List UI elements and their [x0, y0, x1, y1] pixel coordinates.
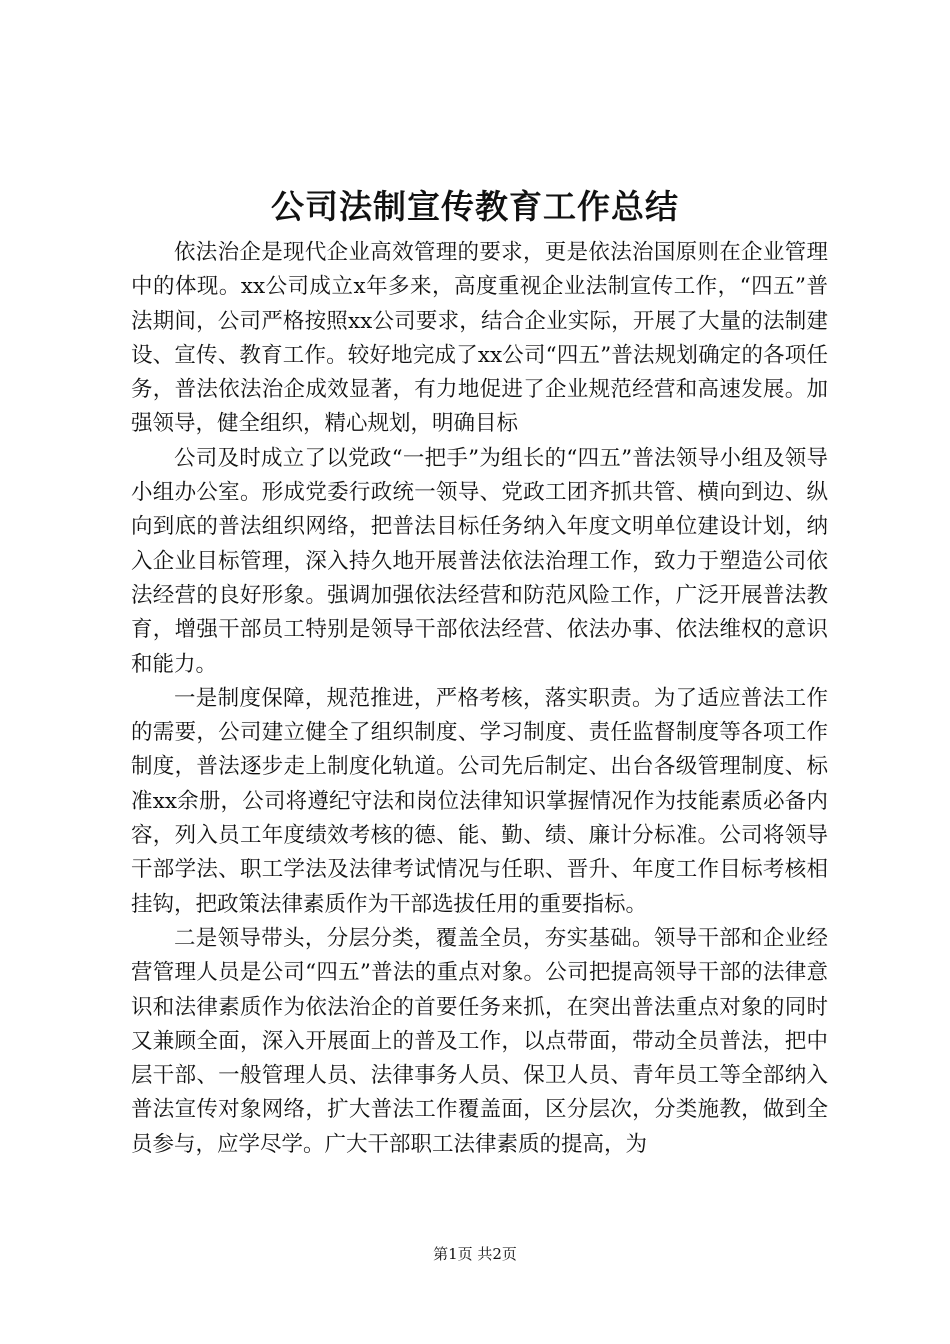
paragraph-3: 一是制度保障，规范推进，严格考核，落实职责。为了适应普法工作的需要，公司建立健全了组织制度、学习制度、责任监督制度等各项工作制度，普法逐步走上制度化轨道。公司先后制定、出台各级管理制度、标准xx余册，公司将遵纪守法和岗位法律知识掌握情况作为技能素质必备内容，列入员工年度绩效考核的德、能、勤、绩、廉计分标准。公司将领导干部学法、职工学法及法律考试情况与任职、晋升、年度工作目标考核相挂钩，把政策法律素质作为干部选拔任用的重要指标。: [131, 685, 828, 917]
paragraph-4: 二是领导带头，分层分类，覆盖全员，夯实基础。领导干部和企业经营管理人员是公司“四五”普法的重点对象。公司把提高领导干部的法律意识和法律素质作为依法治企的首要任务来抓，在突出普法重点对象的同时又兼顾全面，深入开展面上的普及工作，以点带面，带动全员普法，把中层干部、一般管理人员、法律事务人员、保卫人员、青年员工等全部纳入普法宣传对象网络，扩大普法工作覆盖面，区分层次，分类施教，做到全员参与，应学尽学。广大干部职工法律素质的提高，为: [131, 925, 828, 1157]
document-title: 公司法制宣传教育工作总结: [271, 187, 679, 226]
document-body: [131, 236, 828, 1162]
paragraph-1: 依法治企是现代企业高效管理的要求，更是依法治国原则在企业管理中的体现。xx公司成立x年多来，高度重视企业法制宣传工作，“四五”普法期间，公司严格按照xx公司要求，结合企业实际，开展了大量的法制建设、宣传、教育工作。较好地完成了xx公司“四五”普法规划确定的各项任务，普法依法治企成效显著，有力地促进了企业规范经营和高速发展。加强领导，健全组织，精心规划，明确目标: [131, 240, 828, 437]
page-number-footer: 第1页 共2页: [433, 1245, 517, 1263]
paragraph-2: 公司及时成立了以党政“一把手”为组长的“四五”普法领导小组及领导小组办公室。形成党委行政统一领导、党政工团齐抓共管、横向到边、纵向到底的普法组织网络，把普法目标任务纳入年度文明单位建设计划，纳入企业目标管理，深入持久地开展普法依法治理工作，致力于塑造公司依法经营的良好形象。强调加强依法经营和防范风险工作，广泛开展普法教育，增强干部员工特别是领导干部依法经营、依法办事、依法维权的意识和能力。: [131, 445, 828, 677]
